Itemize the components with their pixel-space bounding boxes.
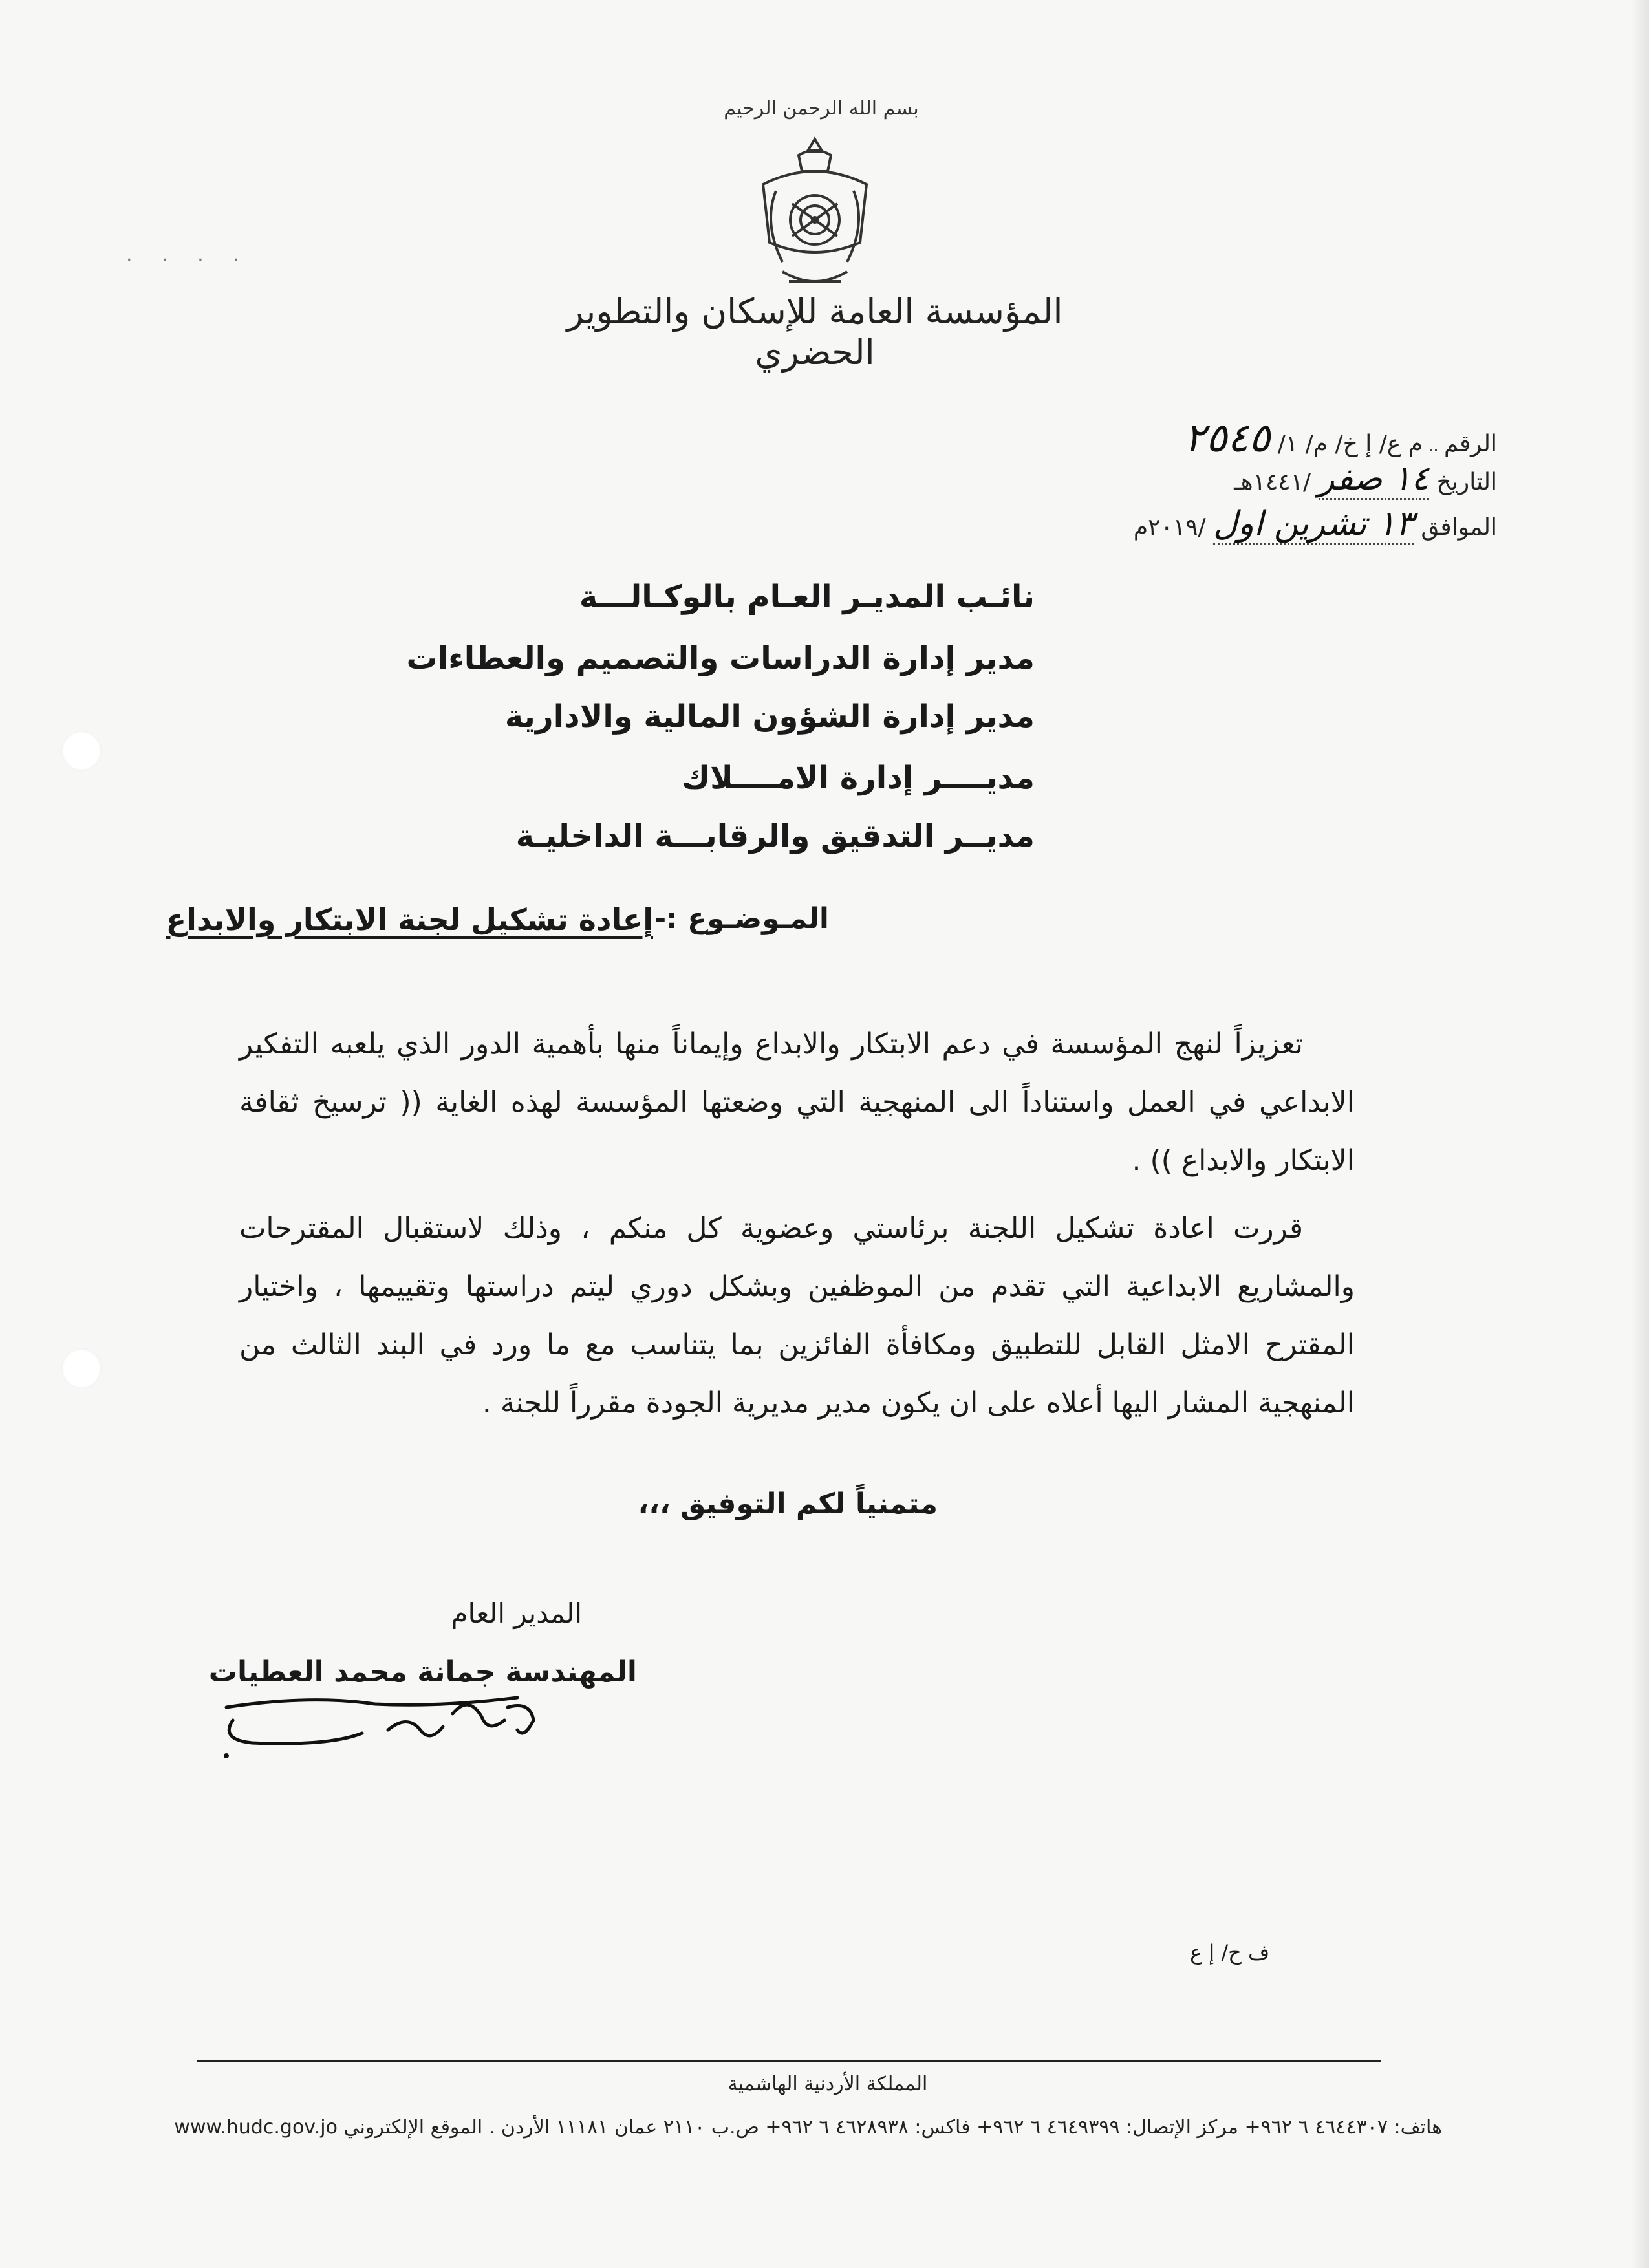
gregorian-date-row	[1134, 504, 1497, 545]
punch-hole-lower	[61, 1348, 102, 1388]
reference-number-label: الرقم	[1443, 431, 1497, 457]
basmala: بسم الله الرحمن الرحيم	[724, 97, 919, 120]
file-code: ف ح/ إ ع	[1190, 1940, 1270, 1965]
organization-name: المؤسسة العامة للإسكان والتطوير الحضري	[566, 291, 1063, 373]
hijri-year: /١٤٤١هـ	[1234, 469, 1311, 495]
hijri-date-row	[1234, 459, 1497, 500]
gregorian-year: /٢٠١٩م	[1133, 514, 1206, 541]
closing-line: متمنياً لكم التوفيق ،،،	[638, 1487, 938, 1520]
reference-number-code: م ع/ إ خ/ م/ ١/	[1270, 431, 1423, 457]
scan-edge	[1631, 0, 1649, 2268]
reference-number-row	[1184, 414, 1497, 461]
footer-contact-info: هاتف: ٤٦٤٤٣٠٧ ٦ ٩٦٢+ مركز الإتصال: ٤٦٤٩٣٩٩ ٦ ٩٦٢+ فاكس: ٤٦٢٨٩٣٨ ٦ ٩٦٢+ ص.ب ٢١١٠ عمان ١١١٨١ الأردن . الموقع الإلكتروني www.hudc.gov.jo	[174, 2116, 1442, 2139]
subject-label: المـوضـوع :-	[654, 902, 829, 935]
signatory-title: المدير العام	[451, 1597, 582, 1629]
addressee-1: نائـب المديـر العـام بالوكـالـــة	[579, 579, 1035, 615]
footer-kingdom: المملكة الأردنية الهاشمية	[727, 2073, 928, 2095]
handwritten-signature-icon	[213, 1669, 550, 1766]
subject-text: إعادة تشكيل لجنة الابتكار والابداع	[166, 902, 653, 937]
gregorian-date-handwritten: ١٣ تشرين اول	[1213, 504, 1414, 545]
jordan-coat-of-arms-icon	[737, 133, 892, 301]
reference-number-value: ٢٥٤٥	[1184, 414, 1271, 461]
scan-specks: · · · ·	[126, 249, 251, 272]
body-paragraph-1: تعزيزاً لنهج المؤسسة في دعم الابتكار والابداع وإيماناً منها بأهمية الدور الذي يلعبه التفكير الابداعي في العمل واستناداً الى المنهجية التي وضعتها المؤسسة لهذه الغاية (( ترسيخ ثقافة الابتكار والابداع )) .	[239, 1028, 1355, 1177]
addressee-4: مديــــر إدارة الامــــلاك	[682, 760, 1035, 796]
date-label: التاريخ	[1436, 469, 1497, 495]
gregorian-date-label: الموافق	[1421, 514, 1497, 541]
punch-hole-upper	[61, 731, 102, 771]
addressee-2: مدير إدارة الدراسات والتصميم والعطاءات	[406, 640, 1035, 676]
addressee-3: مدير إدارة الشؤون المالية والادارية	[504, 698, 1035, 735]
hijri-date-handwritten: ١٤ صفر	[1319, 459, 1430, 500]
signatory-name: المهندسة جمانة محمد العطيات	[208, 1656, 637, 1689]
footer-divider	[197, 2060, 1381, 2062]
addressee-5: مديــر التدقيق والرقابـــة الداخليـة	[515, 818, 1035, 854]
body-paragraph-2: قررت اعادة تشكيل اللجنة برئاستي وعضوية كل منكم ، وذلك لاستقبال المقترحات والمشاريع الابداعية التي تقدم من الموظفين وبشكل دوري ليتم دراستها وتقييمها ، واختيار المقترح الامثل القابل للتطبيق ومكافأة الفائزين بما يتناسب مع ما ورد في البند الثالث من المنهجية المشار اليها أعلاه على ان يكون مدير مديرية الجودة مقرراً للجنة .	[239, 1212, 1355, 1420]
